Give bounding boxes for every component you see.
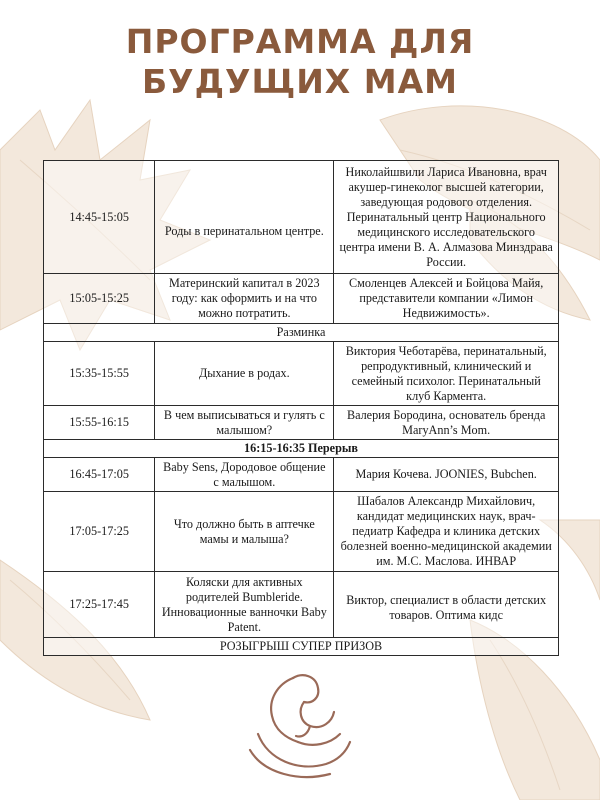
topic-cell: Роды в перинатальном центре. [155,161,334,274]
speaker-cell: Валерия Бородина, основатель бренда MaryAnn’s Mom. [334,406,559,440]
topic-cell: Дыхание в родах. [155,342,334,406]
topic-cell: Материнский капитал в 2023 году: как оформить и на что можно потратить. [155,274,334,324]
speaker-cell: Виктория Чеботарёва, перинатальный, репродуктивный, клинический и семейный психолог. Перинатальный клуб Кармента. [334,342,559,406]
break-row [44,440,559,458]
break-row [44,638,559,656]
table-row [44,458,559,492]
page-title-line-1: ПРОГРАММА ДЛЯ [125,22,475,61]
page-title-line-2: БУДУЩИХ МАМ [142,62,458,101]
time-cell: 16:45-17:05 [44,458,155,492]
table-row [44,406,559,440]
schedule-table [43,160,559,656]
time-cell: 15:05-15:25 [44,274,155,324]
time-cell: 15:55-16:15 [44,406,155,440]
time-cell: 15:35-15:55 [44,342,155,406]
speaker-cell: Николайшвили Лариса Ивановна, врач акушер-гинеколог высшей категории, заведующая родового отделения. Перинатальный центр Национального медицинского исследовательского центра имени В. А. Алмазова Минздрава России. [334,161,559,274]
topic-cell: Коляски для активных родителей Bumbleride. Инновационные ванночки Baby Patent. [155,572,334,638]
speaker-cell: Виктор, специалист в области детских товаров. Оптима кидс [334,572,559,638]
mother-and-baby-logo-icon [238,664,362,784]
break-row [44,324,559,342]
speaker-cell: Мария Кочева. JOONIES, Bubchen. [334,458,559,492]
break-cell-warmup: Разминка [44,324,559,342]
time-cell: 14:45-15:05 [44,161,155,274]
time-cell: 17:05-17:25 [44,492,155,572]
speaker-cell: Смоленцев Алексей и Бойцова Майя, представители компании «Лимон Недвижимость». [334,274,559,324]
topic-cell: В чем выписываться и гулять с малышом? [155,406,334,440]
table-row [44,572,559,638]
time-cell: 17:25-17:45 [44,572,155,638]
table-row [44,342,559,406]
break-cell-prize-draw: РОЗЫГРЫШ СУПЕР ПРИЗОВ [44,638,559,656]
table-row [44,274,559,324]
table-row [44,161,559,274]
topic-cell: Что должно быть в аптечке мамы и малыша? [155,492,334,572]
break-cell-pause: 16:15-16:35 Перерыв [44,440,559,458]
speaker-cell: Шабалов Александр Михайлович, кандидат медицинских наук, врач-педиатр Кафедра и клиника детских болезней военно-медицинской академии им. М.С. Маслова. ИНВАР [334,492,559,572]
topic-cell: Baby Sens, Дородовое общение с малышом. [155,458,334,492]
table-row [44,492,559,572]
